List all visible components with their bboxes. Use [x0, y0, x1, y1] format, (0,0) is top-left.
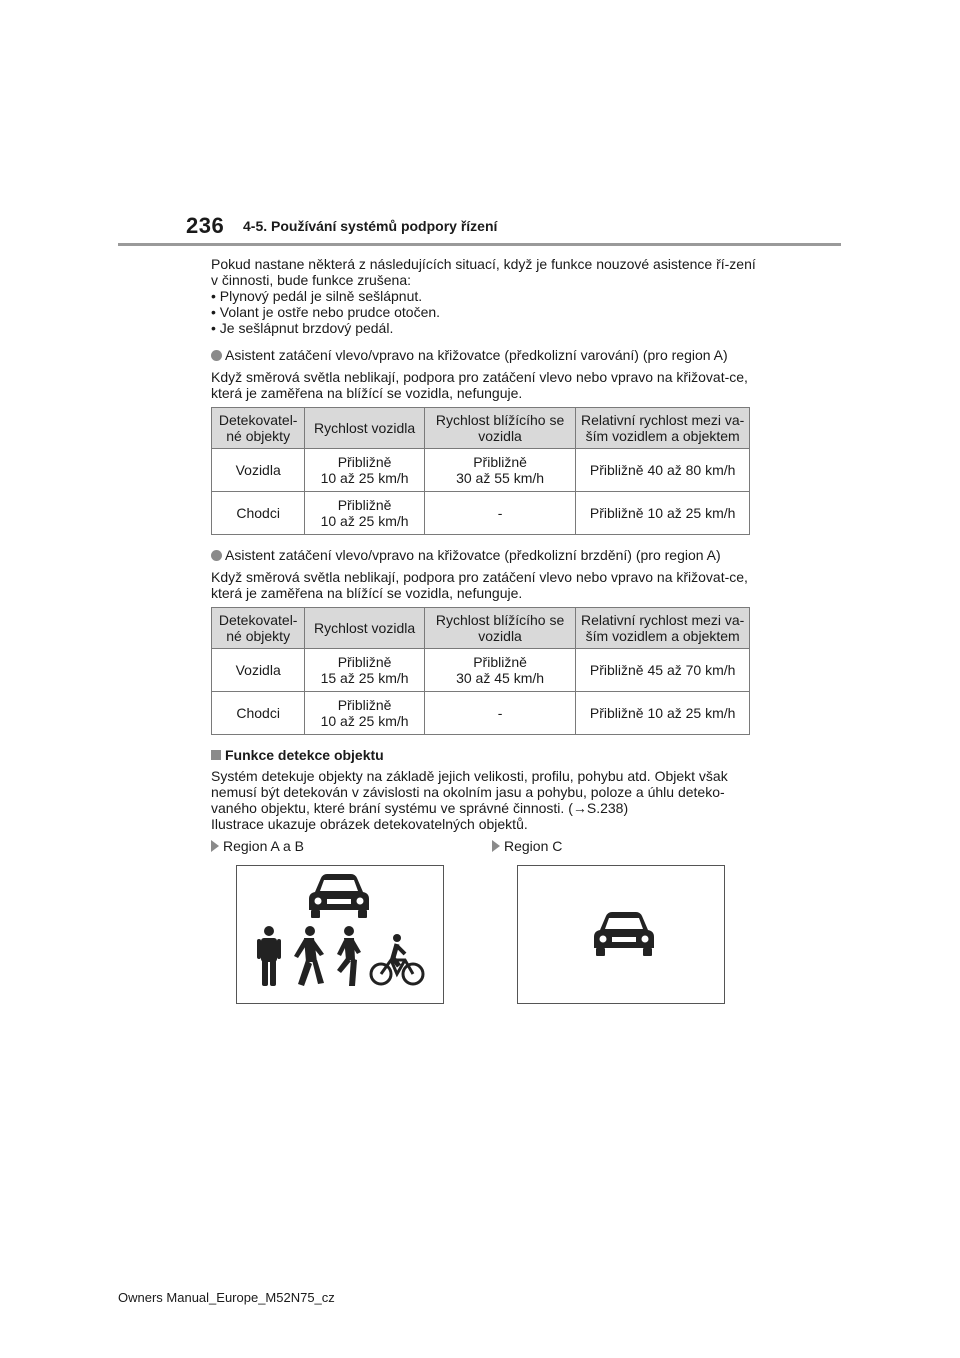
section-a-heading: [211, 347, 756, 363]
table-header-cell: Relativní rychlost mezi va-ším vozidlem a objektem: [576, 608, 750, 649]
table-cell: Chodci: [212, 492, 305, 535]
table-header-cell: Rychlost vozidla: [305, 608, 424, 649]
table-precollision-braking: [211, 607, 750, 735]
pedestrian-walking-icon: [294, 926, 324, 986]
table-header-row: [212, 408, 750, 449]
table-cell: Chodci: [212, 692, 305, 735]
car-icon: [594, 912, 654, 956]
illustration-region-ab: [236, 865, 444, 1004]
footer-text: Owners Manual_Europe_M52N75_cz: [118, 1290, 335, 1305]
region-c-label: [492, 838, 562, 854]
cell-line: Přibližně: [337, 654, 392, 670]
cell-line: Přibližně: [473, 454, 527, 470]
table-row: [212, 492, 750, 535]
table-cell: [305, 449, 424, 492]
section-title: 4-5. Používání systémů podpory řízení: [243, 218, 498, 234]
detection-heading-text: Funkce detekce objektu: [225, 747, 384, 763]
detection-illustration-note: Ilustrace ukazuje obrázek detekovatelných objektů.: [211, 816, 528, 832]
section-b-heading: [211, 547, 756, 563]
intro-item: • Volant je ostře nebo prudce otočen.: [211, 304, 441, 320]
table-cell: [305, 692, 424, 735]
pedestrian-standing-icon: [257, 926, 281, 986]
table-cell: -: [424, 492, 576, 535]
table-cell: Přibližně 45 až 70 km/h: [576, 649, 750, 692]
arrow-right-icon: [211, 840, 219, 852]
table-header-cell: Rychlost blížícího se vozidla: [424, 608, 576, 649]
detection-text: [211, 768, 756, 832]
cell-line: Přibližně: [337, 697, 392, 713]
arrow-right-icon: [492, 840, 500, 852]
table-cell: [424, 649, 576, 692]
table-row: [212, 449, 750, 492]
detection-heading: [211, 747, 384, 763]
table-cell: Přibližně 10 až 25 km/h: [576, 692, 750, 735]
bullet-dot-icon: [211, 550, 222, 561]
square-bullet-icon: [211, 750, 221, 760]
page-number: 236: [186, 213, 225, 238]
region-ab-label: [211, 838, 304, 854]
table-row: [212, 692, 750, 735]
cell-line: 30 až 55 km/h: [456, 470, 545, 486]
table-header-cell: Detekovatel-né objekty: [212, 408, 305, 449]
cell-line: 15 až 25 km/h: [320, 670, 409, 686]
cell-line: 10 až 25 km/h: [320, 513, 409, 529]
table-header-cell: Rychlost blížícího se vozidla: [424, 408, 576, 449]
table-cell: [424, 449, 576, 492]
cell-line: Přibližně: [337, 454, 392, 470]
table-header-cell: Relativní rychlost mezi va-ším vozidlem a objektem: [576, 408, 750, 449]
detectable-objects-illustration: [518, 866, 724, 1003]
detectable-objects-illustration: [237, 866, 443, 1003]
cell-line: 10 až 25 km/h: [320, 470, 409, 486]
cell-line: Přibližně: [337, 497, 392, 513]
region-c-text: Region C: [504, 838, 563, 854]
cell-line: 10 až 25 km/h: [320, 713, 409, 729]
car-icon: [309, 874, 369, 918]
table-cell: -: [424, 692, 576, 735]
section-b-text: Když směrová světla neblikají, podpora pro zatáčení vlevo nebo vpravo na křižovat-ce, která je zaměřena na blížící se vozidla, nefunguje.: [211, 569, 748, 601]
header-rule: [118, 243, 841, 246]
detection-paragraph: Systém detekuje objekty na základě jejich velikosti, profilu, pohybu atd. Objekt však nemusí být detekován v závislosti na okolním jasu a pohybu, poloze a úhlu deteko-vaného objektu, které brání systému ve správné činnosti. (→S.238): [211, 768, 728, 816]
table-cell: Přibližně 40 až 80 km/h: [576, 449, 750, 492]
region-ab-text: Region A a B: [223, 838, 304, 854]
table-cell: Vozidla: [212, 649, 305, 692]
intro-text: Pokud nastane některá z následujících situací, když je funkce nouzové asistence ří-zení v činnosti, bude funkce zrušena:: [211, 256, 756, 288]
pedestrian-running-icon: [337, 926, 361, 986]
table-row: [212, 649, 750, 692]
cell-line: 30 až 45 km/h: [456, 670, 545, 686]
intro-item: • Je sešlápnut brzdový pedál.: [211, 320, 394, 336]
table-cell: Vozidla: [212, 449, 305, 492]
table-header-cell: Detekovatel-né objekty: [212, 608, 305, 649]
table-header-row: [212, 608, 750, 649]
bullet-dot-icon: [211, 350, 222, 361]
intro-item: • Plynový pedál je silně sešlápnut.: [211, 288, 423, 304]
section-b-heading-text: Asistent zatáčení vlevo/vpravo na křižovatce (předkolizní brzdění) (pro region A): [225, 547, 721, 563]
section-a-text: Když směrová světla neblikají, podpora pro zatáčení vlevo nebo vpravo na křižovat-ce, která je zaměřena na blížící se vozidla, nefunguje.: [211, 369, 748, 401]
cyclist-icon: [371, 934, 423, 984]
table-cell: Přibližně 10 až 25 km/h: [576, 492, 750, 535]
table-cell: [305, 492, 424, 535]
intro-block: [211, 256, 756, 336]
table-header-cell: Rychlost vozidla: [305, 408, 424, 449]
table-cell: [305, 649, 424, 692]
cell-line: Přibližně: [473, 654, 527, 670]
illustration-region-c: [517, 865, 725, 1004]
table-precollision-warning: [211, 407, 750, 535]
section-a-heading-text: Asistent zatáčení vlevo/vpravo na křižovatce (předkolizní varování) (pro region A): [225, 347, 728, 363]
